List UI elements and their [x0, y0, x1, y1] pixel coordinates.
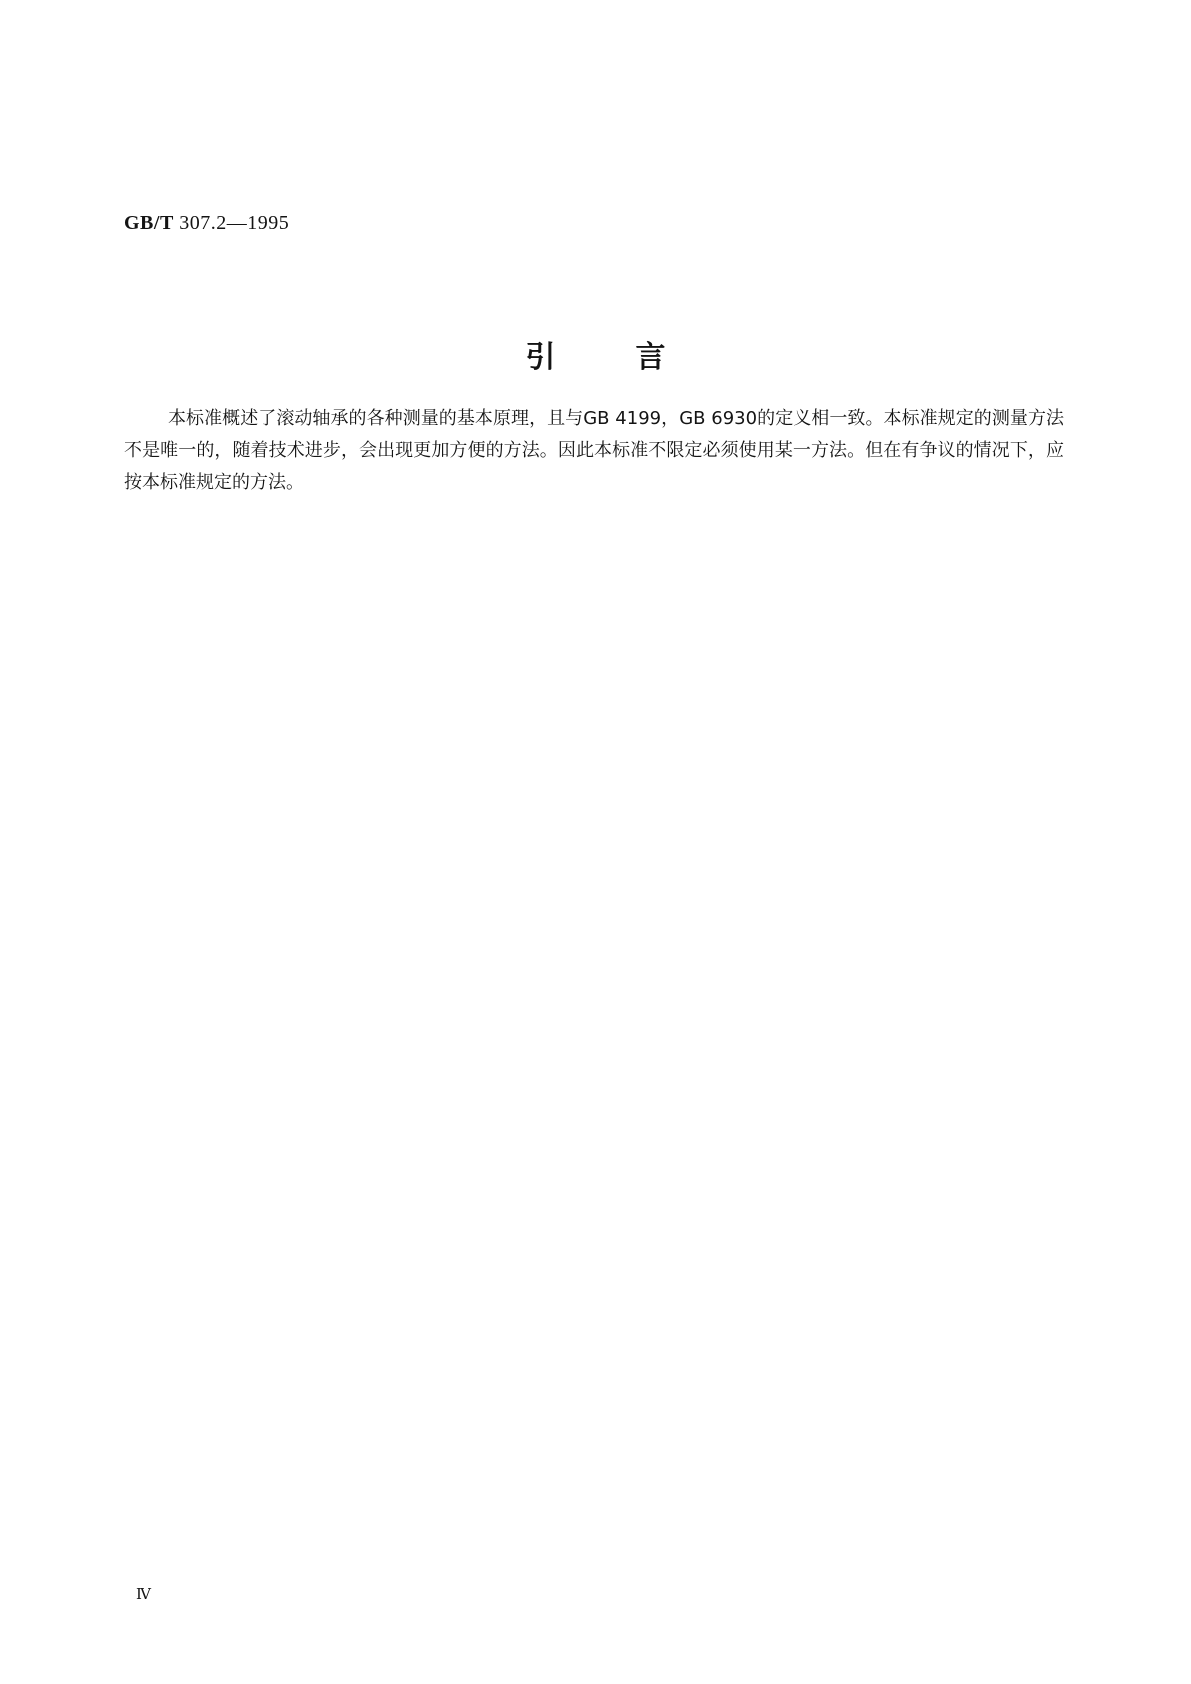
page-number: Ⅳ: [136, 1587, 151, 1603]
document-code: [124, 212, 289, 235]
page-title: 引言: [525, 340, 746, 375]
document-code-number: 307.2—1995: [179, 212, 290, 234]
document-code-prefix: GB/T: [124, 212, 174, 234]
introduction-paragraph: 本标准概述了滚动轴承的各种测量的基本原理，且与GB 4199，GB 6930的定义相一致。本标准规定的测量方法不是唯一的，随着技术进步，会出现更加方便的方法。因此本标准不限定必须使用某一方法。但在有争议的情况下，应按本标准规定的方法。: [124, 408, 1064, 493]
